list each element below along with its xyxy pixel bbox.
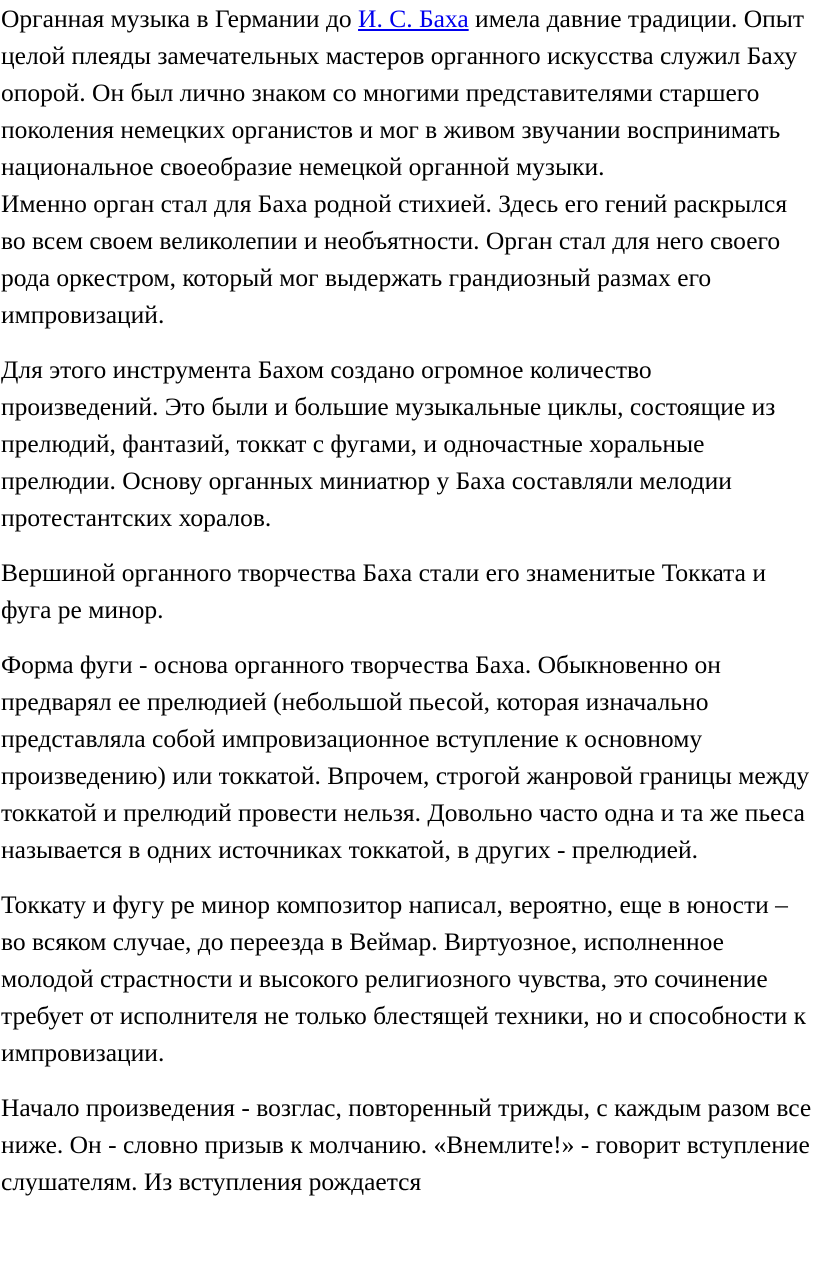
paragraph-5: Форма фуги - основа органного творчества Баха. Обыкновенно он предварял ее прелюдией (небольшой пьесой, которая изначально представляла собой импровизационное вступление к основному произведению) или токкатой. Впрочем, строгой жанровой границы между токкатой и прелюдий провести нельзя. Довольно часто одна и та же пьеса называется в одних источниках токкатой, в других - прелюдией. [1,650,810,864]
paragraph-1 [1,0,813,185]
paragraph-2: Именно орган стал для Баха родной стихией. Здесь его гений раскрылся во всем своем великолепии и необъятности. Орган стал для него своего рода оркестром, который мог выдержать грандиозный размах его импровизаций. [1,189,788,329]
paragraph-7: Начало произведения - возглас, повторенный трижды, с каждым разом все ниже. Он - словно призыв к молчанию. «Внемлите!» - говорит вступление слушателям. Из вступления рождается [1,1093,812,1196]
paragraph-4: Вершиной органного творчества Баха стали его знаменитые Токката и фуга ре минор. [1,558,766,624]
document-body [1,0,813,1218]
bach-link[interactable]: И. С. Баха [358,4,469,33]
paragraph-1-end: имела давние традиции. Опыт целой плеяды замечательных мастеров органного искусства служил Баху опорой. Он был лично знаком со многими представителями старшего поколения немецких органистов и мог в живом звучании воспринимать национальное своеобразие немецкой органной музыки. [1,4,805,181]
paragraph-1-start: Органная музыка в Германии до [1,4,359,33]
paragraph-6: Токкату и фугу ре минор композитор написал, вероятно, еще в юности – во всяком случае, до переезда в Веймар. Виртуозное, исполненное молодой страстности и высокого религиозного чувства, это сочинение требует от исполнителя не только блестящей техники, но и способности к импровизации. [1,890,807,1067]
paragraph-3: Для этого инструмента Бахом создано огромное количество произведений. Это были и большие музыкальные циклы, состоящие из прелюдий, фантазий, токкат с фугами, и одночастные хоральные прелюдии. Основу органных миниатюр у Баха составляли мелодии протестантских хоралов. [1,355,776,532]
